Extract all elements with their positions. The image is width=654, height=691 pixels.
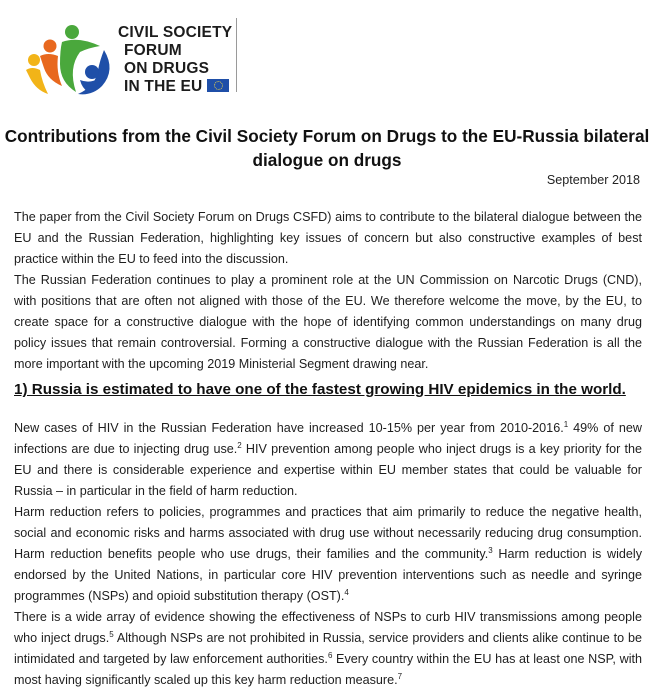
document-title: Contributions from the Civil Society Forum on Drugs to the EU-Russia bilateral dialogue on drugs [4, 126, 650, 170]
text-run: There is a wide array of evidence showing the effectiveness of NSPs to curb HIV transmissions among people who inject drugs. [14, 610, 642, 645]
footnote-ref[interactable]: 5 [109, 630, 114, 639]
intro-paragraph: The paper from the Civil Society Forum on Drugs CSFD) aims to contribute to the bilateral dialogue between the EU and the Russian Federation, highlighting key issues of concern but also constructive examples of best practice within the EU to feed into the discussion. [14, 210, 642, 266]
footnote-ref[interactable]: 1 [563, 420, 569, 429]
footnote-ref[interactable]: 7 [397, 672, 403, 681]
logo-line: ON DRUGS [124, 60, 210, 77]
section-heading: 1) Russia is estimated to have one of the fastest growing HIV epidemics in the world. [14, 381, 626, 398]
text-run: Harm reduction refers to policies, programmes and practices that aim primarily to reduce the negative health, social and economic risks and harms associated with drug use without necessarily reducing drug consumption. Harm reduction benefits people who use drugs, their families and the community. [14, 505, 642, 561]
people-circle-logo-icon [18, 20, 118, 100]
logo-divider [236, 18, 237, 92]
text-run: New cases of HIV in the Russian Federation have increased 10-15% per year from 2010-2016. [14, 421, 564, 435]
logo-line: FORUM [124, 42, 182, 59]
harm-reduction-paragraph [14, 502, 642, 607]
text-run: Harm reduction is widely endorsed by the United Nations, in particular core HIV prevention interventions such as needle and syringe programmes (NSPs) and opioid substitution therapy (OST). [14, 547, 642, 603]
nsp-evidence-paragraph [14, 607, 642, 691]
footnote-ref[interactable]: 4 [344, 588, 349, 597]
text-run: Every country within the EU has at least one NSP, with most having significantly scaled up this key harm reduction measure. [14, 652, 642, 687]
logo-line: CIVIL SOCIETY [118, 24, 233, 41]
footnote-ref[interactable]: 3 [488, 546, 493, 555]
logo-wordmark [118, 24, 232, 96]
text-run: Although NSPs are not prohibited in Russia, service providers and clients alike continue to be intimidated and targeted by law enforcement authorities. [14, 631, 642, 666]
csfd-logo [10, 10, 250, 100]
document-date: September 2018 [546, 173, 640, 187]
context-paragraph: The Russian Federation continues to play a prominent role at the UN Commission on Narcotic Drugs (CND), with positions that are often not aligned with those of the EU. We therefore welcome the move, by the EU, to create space for a constructive dialogue with the hope of identifying common understandings on many drug policy issues that remain controversial. Forming a constructive dialogue with the Russian Federation is all the more important with the upcoming 2019 Ministerial Segment drawing near. [14, 273, 642, 371]
footnote-ref[interactable]: 2 [237, 441, 242, 450]
logo-line: IN THE EU [124, 78, 203, 95]
hiv-statistics-paragraph [14, 418, 642, 502]
footnote-ref[interactable]: 6 [327, 651, 333, 660]
logo-line-row [118, 78, 232, 96]
text-run: 49% of new infections are due to injecting drug use. [14, 421, 643, 456]
text-run: HIV prevention among people who inject drugs is a key priority for the EU and there is considerable experience and expertise within EU member states that could be valuable for Russia – in particular in the field of harm reduction. [14, 442, 642, 498]
eu-flag-icon [207, 79, 229, 92]
